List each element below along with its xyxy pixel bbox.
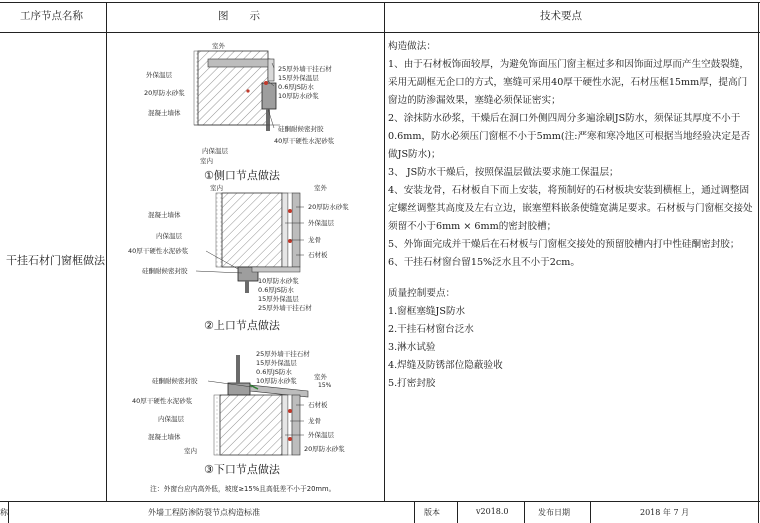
fig3-label-insul15: 15厚外保温层	[256, 359, 297, 367]
footer-doc-title: 外墙工程防渗防裂节点构造标准	[148, 508, 260, 517]
process-item-name: 干挂石材门窗框做法	[6, 254, 105, 267]
fig2-label-mortar10: 10厚防水砂浆	[258, 277, 299, 285]
fig3-label-mortar10: 10厚防水砂浆	[256, 377, 297, 385]
fig2-caption: ②上口节点做法	[204, 319, 280, 332]
fig1-stone-panel	[208, 59, 270, 67]
construction-step: 2、涂抹防水砂浆，干燥后在洞口外侧四周分多遍涂刷JS防水，须保证其厚度不小于0.6mm，防水必须压门窗框不小于5mm(注:严寒和寒冷地区可根据当地经验决定是否做JS防水)；	[388, 113, 751, 160]
fig1-label-insul15: 15厚外保温层	[278, 74, 319, 82]
fig2-label-sealant: 硅酮耐候密封胶	[142, 267, 188, 275]
fig3-label-sealant: 硅酮耐候密封胶	[152, 377, 198, 385]
fig1-window-glass	[266, 109, 270, 131]
fig1-window-frame	[262, 83, 276, 109]
header-process-name: 工序节点名称	[20, 10, 83, 22]
figure3-sill-detail	[132, 349, 345, 494]
footer-divider-d	[524, 501, 525, 523]
footer-version-label: 版本	[424, 508, 440, 517]
fig2-label-dry-mortar: 40厚干硬性水泥砂浆	[128, 247, 189, 255]
detail-drawings	[108, 33, 386, 501]
fig3-stone-panel	[292, 395, 300, 455]
fig3-label-ext-insul: 外保温层	[308, 431, 334, 439]
fig3-keel	[288, 395, 292, 455]
fig1-label-dry-mortar: 40厚干硬性水泥砂浆	[274, 137, 335, 145]
fig1-label-mortar10: 10厚防水砂浆	[278, 92, 319, 100]
fig2-label-keel: 龙骨	[308, 236, 321, 244]
fig1-caption: ①侧口节点做法	[204, 169, 280, 182]
fig1-label-stone25: 25厚外墙干挂石材	[278, 65, 332, 73]
fig1-label-concrete: 混凝土墙体	[148, 109, 181, 117]
fig3-concrete-wall	[220, 395, 282, 455]
fig1-sealant-dot	[264, 81, 268, 85]
fig1-label-js: 0.6厚JS防水	[278, 83, 314, 91]
fig2-label-inner: 内保温层	[156, 232, 182, 240]
fig2-label-ext-insul: 外保温层	[308, 219, 334, 227]
table-top-border	[0, 2, 760, 3]
drawings-column	[108, 33, 386, 501]
technical-points	[388, 38, 756, 393]
figure2-head-detail	[128, 183, 349, 332]
fig3-caption: ③下口节点做法	[204, 463, 280, 476]
fig2-concrete-wall	[222, 193, 282, 267]
construction-step: 4、安装龙骨，石材板自下而上安装，将预制好的石材板块安装到横框上，通过调整固定螺丝调整其高度及左右立边，嵌塞塑料嵌条使缝宽满足要求。石材板与门窗框交接处须留不小于6mm × 6mm的密封胶槽；	[388, 185, 753, 232]
header-tech-points: 技术要点	[540, 10, 582, 22]
qc-item: 3.淋水试验	[388, 342, 436, 353]
footer-date: 2018 年 7 月	[640, 508, 690, 517]
construction-step: 6、干挂石材窗台留15%泛水且不小于2cm。	[388, 257, 580, 268]
fig3-label-js: 0.6厚JS防水	[256, 368, 292, 376]
footer-divider-c	[457, 501, 458, 523]
fig2-label-outdoor: 室外	[314, 184, 327, 192]
col-divider-1	[106, 2, 107, 501]
fig1-label-mortar: 20厚防水砂浆	[144, 89, 185, 97]
fig3-label-stone25: 25厚外墙干挂石材	[256, 350, 310, 358]
construction-step: 1、由于石材板饰面较厚，为避免饰面压门窗主框过多和因饰面过厚而产生空鼓裂缝，采用无副框无企口的方式，塞缝可采用40厚干硬性水泥，石材压框15mm厚，提高门窗边的防渗漏效果，塞缝必须保证密实；	[388, 59, 750, 106]
fig2-label-stone25: 25厚外墙干挂石材	[258, 304, 312, 312]
footer-divider-b	[414, 501, 415, 523]
fig2-label-indoor: 室内	[210, 184, 223, 192]
footer-divider-e	[590, 501, 591, 523]
fig2-ext-insul	[282, 193, 288, 267]
fig2-label-concrete: 混凝土墙体	[148, 211, 181, 219]
footer-divider	[0, 501, 760, 502]
fig1-anchor-dot	[246, 89, 249, 92]
fig1-label-indoor: 室外	[212, 42, 225, 50]
construction-step: 3、 JS防水干燥后，按照保温层做法要求施工保温层；	[388, 167, 619, 178]
fig3-label-dry-mortar: 40厚干硬性水泥砂浆	[132, 397, 193, 405]
figure1-side-detail	[144, 41, 335, 182]
footer-version: v2018.0	[476, 507, 509, 516]
fig2-label-stone: 石材板	[308, 251, 328, 259]
qc-item: 5.打密封胶	[388, 378, 436, 389]
fig3-note: 注：外窗台应内高外低，坡度≥15%且高低差不小于20mm。	[150, 485, 336, 493]
qc-title: 质量控制要点：	[388, 288, 456, 299]
fig1-label-ext-insul: 外保温层	[146, 71, 172, 79]
fig3-label-indoor: 室内	[184, 447, 197, 455]
fig2-drip-stone	[252, 267, 300, 272]
fig2-label-mortar20: 20厚防水砂浆	[308, 203, 349, 211]
footer-date-label: 发布日期	[538, 508, 570, 517]
fig3-label-outdoor: 室外	[314, 373, 327, 381]
qc-item: 1.窗框塞缝JS防水	[388, 306, 466, 317]
fig3-label-keel: 龙骨	[308, 417, 321, 425]
fig3-label-inner: 内保温层	[158, 415, 184, 423]
fig3-slope: 15%	[318, 382, 332, 389]
fig2-stone-panel	[292, 193, 300, 267]
fig2-label-js: 0.6厚JS防水	[258, 286, 294, 294]
fig3-inner-layer	[214, 395, 220, 455]
qc-item: 4.焊缝及防锈部位隐蔽验收	[388, 360, 503, 371]
construction-step: 5、外饰面完成并干燥后在石材板与门窗框交接处的预留胶槽内打中性硅酮密封胶；	[388, 239, 740, 250]
fig1-stone-return	[268, 59, 274, 81]
header-figure: 图 示	[218, 10, 260, 22]
fig2-keel	[288, 193, 292, 267]
fig3-label-concrete: 混凝土墙体	[148, 433, 181, 441]
fig3-window-frame	[228, 383, 250, 395]
fig1-inner-layer	[194, 51, 198, 125]
footer-divider-a	[8, 501, 9, 523]
qc-item: 2.干挂石材窗台泛水	[388, 324, 474, 335]
fig2-label-insul15: 15厚外保温层	[258, 295, 299, 303]
fig3-label-mortar20: 20厚防水砂浆	[304, 445, 345, 453]
fig3-label-stone: 石材板	[308, 401, 328, 409]
fig1-label-indoor-bottom: 室内	[200, 157, 213, 165]
fig2-inner-layer	[216, 193, 222, 267]
fig3-ext-insul	[282, 395, 288, 455]
table-right-border	[758, 2, 759, 523]
fig1-label-inner: 内保温层	[202, 147, 228, 155]
footer-left-char: 称	[0, 508, 8, 517]
construction-title: 构造做法：	[388, 41, 436, 52]
fig1-label-sealant: 硅酮耐候密封胶	[278, 125, 324, 133]
